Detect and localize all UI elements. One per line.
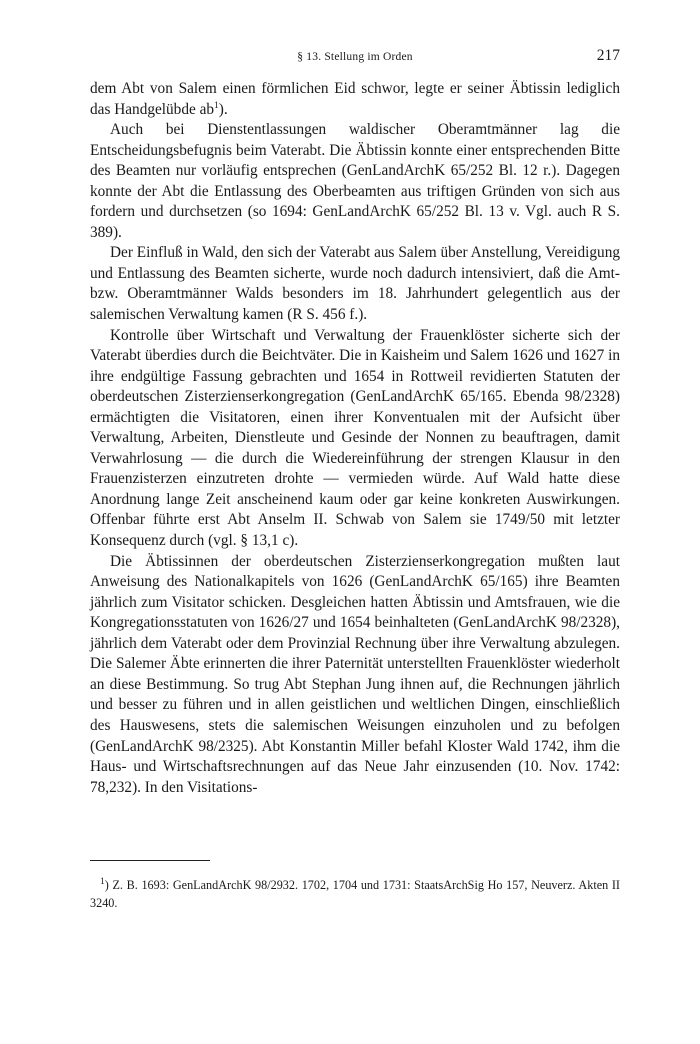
footnote-1	[90, 876, 620, 912]
page-number: 217	[596, 47, 620, 64]
running-title: § 13. Stellung im Orden	[297, 51, 413, 63]
paragraph: Auch bei Dienstentlassungen waldischer Oberamtmänner lag die Entscheidungsbefugnis beim Vaterabt. Die Äbtissin konnte einer entsprechenden Bitte des Beamten nur vorläufig entsprechen (GenLandArchK 65/252 Bl. 12 r.). Dagegen konnte der Abt die Entlassung des Oberbeamten aus triftigen Gründen von sich aus fordern und durchsetzen (so 1694: GenLandArchK 65/252 Bl. 13 v. Vgl. auch R S. 389).	[90, 121, 620, 241]
paragraph: Die Äbtissinnen der oberdeutschen Zisterzienserkongregation mußten laut Anweisung des Nationalkapitels von 1626 (GenLandArchK 65/165) ihre Beamten jährlich zum Visitator schicken. Desgleichen hatten Äbtissin und Amtsfrauen, wie die Kongregationsstatuten von 1626/27 und 1654 beinhalteten (GenLandArchK 98/2328), jährlich dem Vaterabt oder dem Provinzial Rechnung über ihre Verwaltung abzulegen. Die Salemer Äbte erinnerten die ihrer Paternität unterstellten Frauenklöster wiederholt an diese Bestimmung. So trug Abt Stephan Jung ihnen auf, die Rechnungen jährlich und besser zu führen und in allen geistlichen und weltlichen Dingen, einschließlich des Hauswesens, stets die salemischen Weisungen einzuholen und zu befolgen (GenLandArchK 98/2325). Abt Konstantin Miller befahl Kloster Wald 1742, ihm die Haus- und Wirtschaftsrechnungen auf das Neue Jahr einzusenden (10. Nov. 1742: 78,232). In den Visitations-	[90, 552, 620, 796]
footnote-separator	[90, 860, 210, 861]
footnote-text: ) Z. B. 1693: GenLandArchK 98/2932. 1702, 1704 und 1731: StaatsArchSig Ho 157, Neuverz. Akten II 3240.	[90, 878, 620, 910]
footnote	[90, 876, 620, 912]
paragraph-text: dem Abt von Salem einen förmlichen Eid schwor, legte er seiner Äbtissin lediglich das Handgelübde ab	[90, 80, 620, 118]
footnote-reference: 1	[214, 100, 219, 111]
running-head	[90, 47, 620, 67]
paragraph-continuation	[90, 79, 620, 120]
paragraph: Der Einfluß in Wald, den sich der Vaterabt aus Salem über Anstellung, Vereidigung und Entlassung des Beamten sicherte, wurde noch dadurch intensiviert, daß die Amt- bzw. Oberamtmänner Walds besonders im 18. Jahrhundert gelegentlich aus der salemischen Verwaltung kamen (R S. 456 f.).	[90, 244, 620, 324]
footnote-mark: 1	[100, 876, 105, 887]
body-text	[90, 79, 620, 798]
paragraph: Kontrolle über Wirtschaft und Verwaltung der Frauenklöster sicherte sich der Vaterabt überdies durch die Beichtväter. Die in Kaisheim und Salem 1626 und 1627 in ihre endgültige Fassung gebrachten und 1654 in Rottweil revidierten Statuten der oberdeutschen Zisterzienserkongregation (GenLandArchK 65/165. Ebenda 98/2328) ermächtigten die Visitatoren, einen ihrer Konventualen mit der Aufsicht über Verwaltung, Arbeiten, Dienstleute und Gesinde der Nonnen zu beauftragen, damit Verwahrlosung — die durch die Wiedereinführung der strengen Klausur in den Frauenzisterzen einzutreten drohte — vermieden würde. Auf Wald hatte diese Anordnung lange Zeit anscheinend kaum oder gar keine konkreten Auswirkungen. Offenbar führte erst Abt Anselm II. Schwab von Salem sie 1749/50 mit letzter Konsequenz durch (vgl. § 13,1 c).	[90, 326, 620, 550]
paragraph-text-end: ).	[218, 100, 228, 118]
